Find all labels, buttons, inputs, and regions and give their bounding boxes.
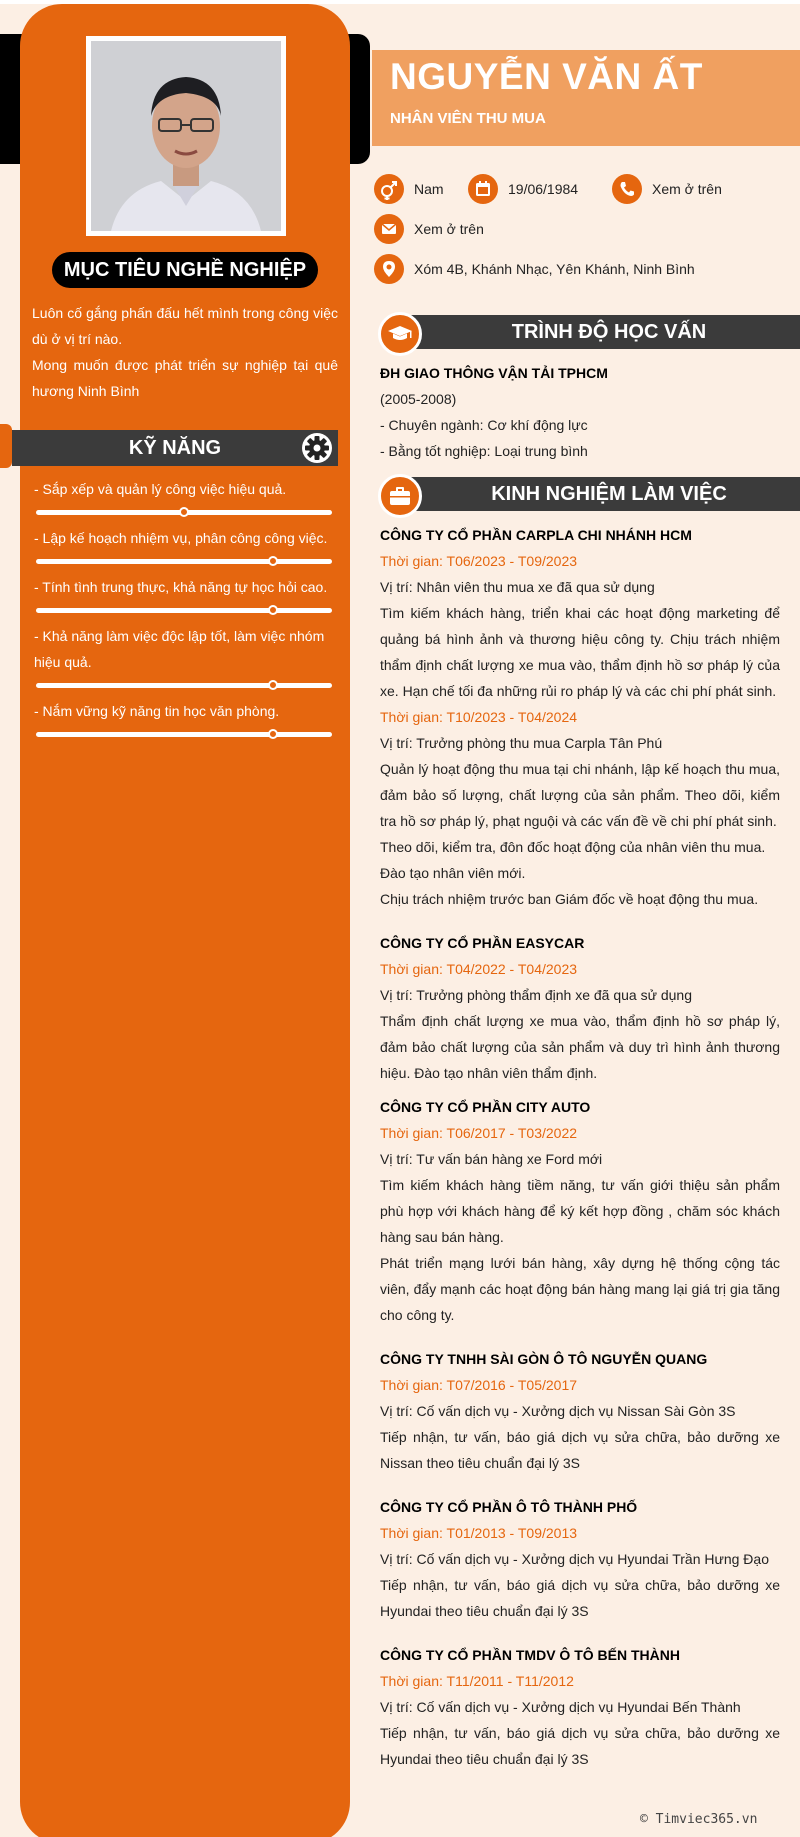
education-degree: - Bằng tốt nghiệp: Loại trung bình <box>380 443 588 459</box>
candidate-name: NGUYỄN VĂN ẤT <box>390 56 703 97</box>
education-heading: TRÌNH ĐỘ HỌC VẤN <box>408 315 800 349</box>
skill-item <box>34 698 334 737</box>
job-period: Thời gian: T06/2017 - T03/2022 <box>380 1125 578 1141</box>
spacer <box>380 1624 780 1642</box>
job-period: Thời gian: T01/2013 - T09/2013 <box>380 1525 578 1541</box>
mail-icon <box>374 214 404 244</box>
job-description: Quản lý hoạt động thu mua tại chi nhánh, lập kế hoạch thu mua, đảm bảo số lượng, chất lượng của sản phẩm. Theo dõi, kiểm tra hồ sơ pháp lý, phạt nguội và các vấn đề về chi phí phát sinh. <box>380 761 780 829</box>
briefcase-icon <box>378 474 422 518</box>
job-description: Theo dõi, kiểm tra, đôn đốc hoạt động của nhân viên thu mua. <box>380 839 766 855</box>
skill-item <box>34 476 334 515</box>
job-description: Tiếp nhận, tư vấn, báo giá dịch vụ sửa chữa, bảo dưỡng xe Hyundai theo tiêu chuẩn đại lý 3S <box>380 1577 780 1619</box>
left-tab-decoration <box>0 424 12 468</box>
skill-slider <box>36 608 332 613</box>
skills-heading: KỸ NĂNG <box>128 437 222 459</box>
location-pin-icon <box>374 254 404 284</box>
job-period: Thời gian: T10/2023 - T04/2024 <box>380 709 578 725</box>
company-name: CÔNG TY CỔ PHẦN Ô TÔ THÀNH PHỐ <box>380 1499 638 1515</box>
job-position: Vị trí: Cố vấn dịch vụ - Xưởng dịch vụ Nissan Sài Gòn 3S <box>380 1403 736 1419</box>
job-description: Thẩm định chất lượng xe mua vào, thẩm định hồ sơ pháp lý, đảm bảo chất lượng của sản phẩm và duy trì hình ảnh thương hiệu. Đào tạo nhân viên thẩm định. <box>380 1013 780 1081</box>
cv-page <box>0 4 800 1837</box>
profile-photo <box>91 41 281 231</box>
spacer <box>380 1328 780 1346</box>
skill-slider <box>36 559 332 564</box>
experience-heading: KINH NGHIỆM LÀM VIỆC <box>408 477 800 511</box>
skill-slider <box>36 683 332 688</box>
skill-knob <box>268 680 278 690</box>
skill-knob <box>268 556 278 566</box>
skill-label: - Sắp xếp và quản lý công việc hiệu quả. <box>34 481 287 497</box>
skill-label: - Lập kế hoạch nhiệm vụ, phân công công việc. <box>34 530 328 546</box>
career-objective-heading: MỤC TIÊU NGHỀ NGHIỆP <box>52 252 318 288</box>
experience-content <box>380 522 780 1772</box>
job-period: Thời gian: T06/2023 - T09/2023 <box>380 553 578 569</box>
skills-list <box>34 476 334 747</box>
gear-icon <box>302 433 332 463</box>
skill-label: - Tính tình trung thực, khả năng tự học hỏi cao. <box>34 579 328 595</box>
name-band <box>372 50 800 146</box>
job-description: Tìm kiếm khách hàng, triển khai các hoạt động marketing để quảng bá hình ảnh và thương hiệu công ty. Chịu trách nhiệm thẩm định chất lượng xe mua vào, thẩm định hồ sơ pháp lý của xe. Hạn chế tối đa những rủi ro pháp lý và các chi phí phát sinh. <box>380 605 780 699</box>
gender-text: Nam <box>414 181 444 197</box>
job-description: Tiếp nhận, tư vấn, báo giá dịch vụ sửa chữa, bảo dưỡng xe Hyundai theo tiêu chuẩn đại lý 3S <box>380 1725 780 1767</box>
email-text: Xem ở trên <box>414 221 484 237</box>
company-name: CÔNG TY TNHH SÀI GÒN Ô TÔ NGUYỄN QUANG <box>380 1351 708 1367</box>
job-position: Vị trí: Nhân viên thu mua xe đã qua sử dụng <box>380 579 655 595</box>
career-objective-text <box>32 300 338 404</box>
skill-label: - Khả năng làm việc độc lập tốt, làm việc nhóm hiệu quả. <box>34 628 325 670</box>
company-name: CÔNG TY CỔ PHẦN EASYCAR <box>380 935 585 951</box>
job-period: Thời gian: T11/2011 - T11/2012 <box>380 1673 574 1689</box>
graduation-cap-icon <box>378 312 422 356</box>
skills-heading-bar <box>12 430 338 466</box>
address-text: Xóm 4B, Khánh Nhạc, Yên Khánh, Ninh Bình <box>414 261 695 277</box>
calendar-icon <box>468 174 498 204</box>
job-description: Chịu trách nhiệm trước ban Giám đốc về hoạt động thu mua. <box>380 891 759 907</box>
education-section-header <box>378 312 800 352</box>
spacer <box>380 1086 780 1094</box>
company-name: CÔNG TY CỔ PHẦN CITY AUTO <box>380 1099 591 1115</box>
skill-label: - Nắm vững kỹ năng tin học văn phòng. <box>34 703 280 719</box>
company-name: CÔNG TY CỔ PHẦN TMDV Ô TÔ BẾN THÀNH <box>380 1647 680 1663</box>
job-position: Vị trí: Cố vấn dịch vụ - Xưởng dịch vụ Hyundai Trần Hưng Đạo <box>380 1551 769 1567</box>
skill-knob <box>268 605 278 615</box>
school-name: ĐH GIAO THÔNG VẬN TẢI TPHCM <box>380 365 608 381</box>
job-description: Phát triển mạng lưới bán hàng, xây dựng hệ thống cộng tác viên, đẩy mạnh các hoạt động bán hàng mang lại giá trị gia tăng cho công ty. <box>380 1255 780 1323</box>
job-title: NHÂN VIÊN THU MUA <box>390 110 546 127</box>
job-period: Thời gian: T04/2022 - T04/2023 <box>380 961 578 977</box>
skill-slider <box>36 732 332 737</box>
job-description: Tiếp nhận, tư vấn, báo giá dịch vụ sửa chữa, bảo dưỡng xe Nissan theo tiêu chuẩn đại lý 3S <box>380 1429 780 1471</box>
skill-knob <box>268 729 278 739</box>
phone-text: Xem ở trên <box>652 181 722 197</box>
education-major: - Chuyên ngành: Cơ khí động lực <box>380 417 588 433</box>
job-period: Thời gian: T07/2016 - T05/2017 <box>380 1377 578 1393</box>
job-description: Đào tạo nhân viên mới. <box>380 865 526 881</box>
skill-item <box>34 574 334 613</box>
gender-icon <box>374 174 404 204</box>
job-position: Vị trí: Cố vấn dịch vụ - Xưởng dịch vụ Hyundai Bến Thành <box>380 1699 741 1715</box>
job-position: Vị trí: Tư vấn bán hàng xe Ford mới <box>380 1151 603 1167</box>
skill-item <box>34 525 334 564</box>
footer-watermark: © Timviec365.vn <box>640 1812 758 1827</box>
job-position: Vị trí: Trưởng phòng thẩm định xe đã qua sử dụng <box>380 987 692 1003</box>
objective-line-2: Mong muốn được phát triển sự nghiệp tại quê hương Ninh Bình <box>32 357 338 399</box>
birthday-text: 19/06/1984 <box>508 181 579 197</box>
experience-section-header <box>378 474 800 514</box>
job-position: Vị trí: Trưởng phòng thu mua Carpla Tân Phú <box>380 735 663 751</box>
profile-photo-frame <box>86 36 286 236</box>
phone-icon <box>612 174 642 204</box>
education-content <box>380 360 780 464</box>
job-description: Tìm kiếm khách hàng tiềm năng, tư vấn giới thiệu sản phẩm phù hợp với khách hàng để ký kết hợp đồng , chăm sóc khách hàng sau bán hàng. <box>380 1177 780 1245</box>
spacer <box>380 1476 780 1494</box>
skill-knob <box>179 507 189 517</box>
skill-item <box>34 623 334 688</box>
education-period: (2005-2008) <box>380 391 457 407</box>
company-name: CÔNG TY CỔ PHẦN CARPLA CHI NHÁNH HCM <box>380 527 692 543</box>
spacer <box>380 912 780 930</box>
skill-slider <box>36 510 332 515</box>
objective-line-1: Luôn cố gắng phấn đấu hết mình trong công việc dù ở vị trí nào. <box>32 305 338 347</box>
